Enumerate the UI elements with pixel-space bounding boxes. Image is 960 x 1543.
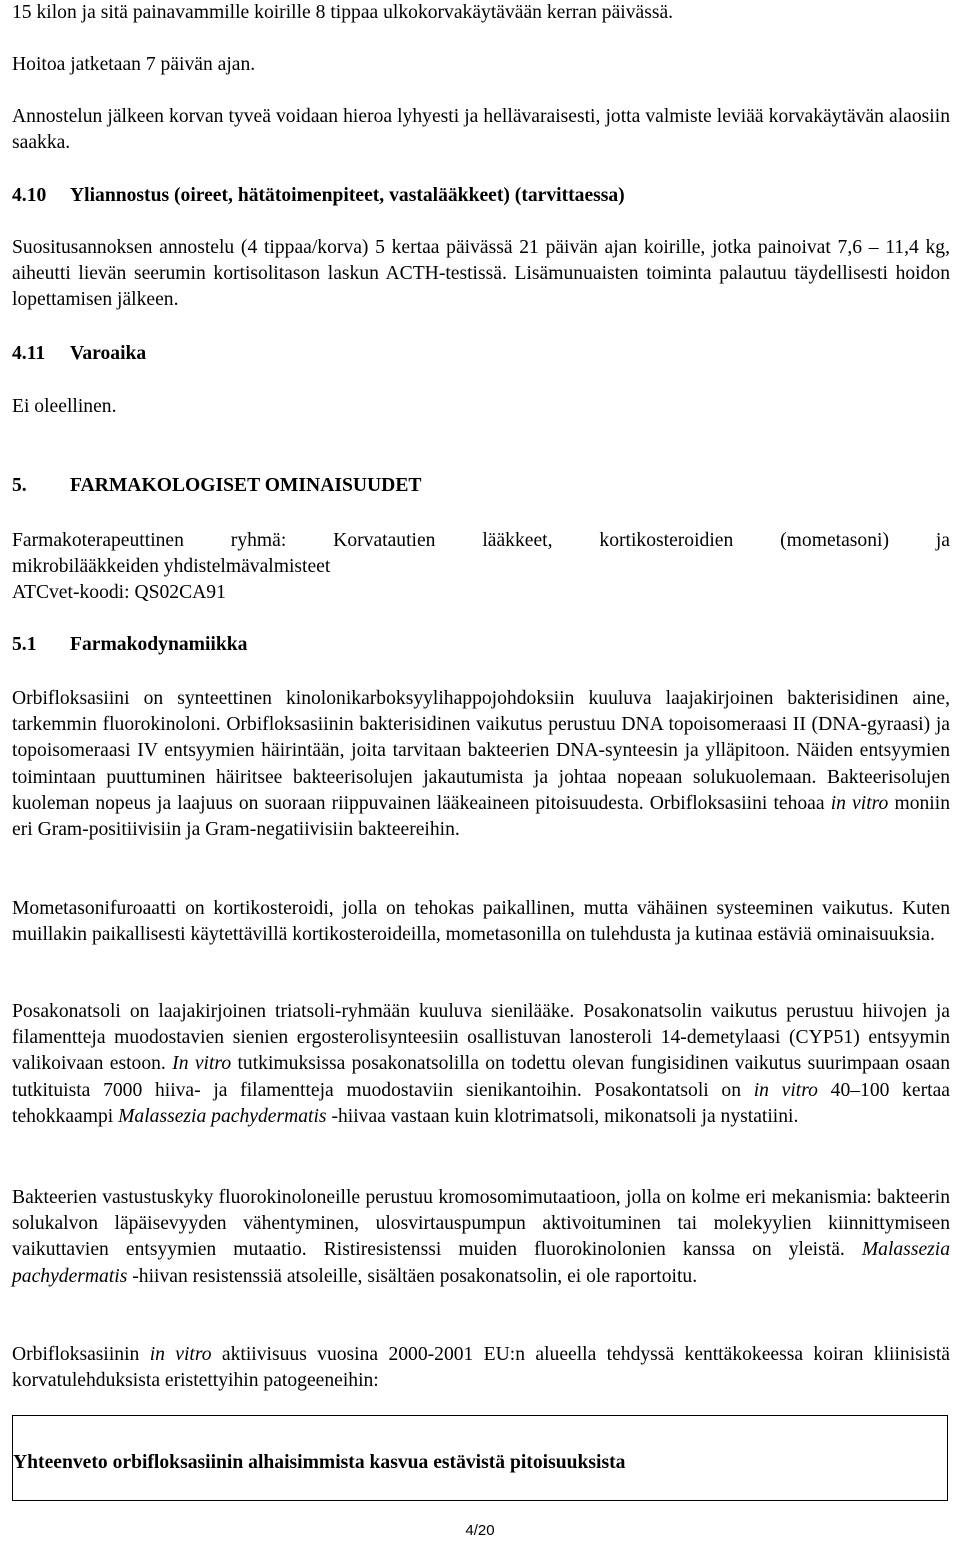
section-title: FARMAKOLOGISET OMINAISUUDET (70, 475, 422, 496)
pharmacotherapeutic-group-line: Farmakoterapeuttinen ryhmä: Korvatautien lääkkeet, kortikosteroidien (mometasoni) ja (12, 530, 950, 551)
section-title: Varoaika (70, 343, 147, 364)
section-5-1-heading (12, 632, 950, 658)
section-number: 5.1 (12, 634, 37, 655)
pharmacotherapeutic-group-line-2: mikrobilääkkeiden yhdistelmävalmisteet (12, 556, 331, 577)
atc-code: ATCvet-koodi: QS02CA91 (12, 582, 226, 603)
section-title: Yliannostus (oireet, hätätoimenpiteet, vastalääkkeet) (tarvittaessa) (70, 185, 625, 206)
overdose-text: Suositusannoksen annostelu (4 tippaa/korva) 5 kertaa päivässä 21 päivän ajan koirille, jotka painoivat 7,6 – 11,4 kg, aiheutti lievän seerumin kortisolitason laskun ACTH-testissä. Lisämunuaisten toiminta palautuu täydellisesti hoidon lopettamisen jälkeen. (12, 237, 950, 311)
page-number: 4/20 (465, 1522, 495, 1539)
dosage-text: 15 kilon ja sitä painavammille koirille 8 tippaa ulkokorvakäytävään kerran päivässä. (12, 2, 674, 23)
section-number: 4.11 (12, 343, 46, 364)
orbifloxacin-paragraph: Orbifloksasiini on synteettinen kinolonikarboksyylihappojohdoksiin kuuluva laajakirjoinen bakterisidinen aine, tarkemmin fluorokinoloni. Orbifloksasiinin bakterisidinen vaikutus perustuu DNA topoisomeraasi II (DNA-gyraasi) ja topoisomeraasi IV entsyymien häirintään, joita tarvitaan bakteerien DNA-synteesin ja ylläpitoon. Näiden entsyymien toimintaan puuttuminen häiritsee bakteerisolujen jakautumista ja johtaa nopeaan solukuolemaan. Bakteerisolujen kuoleman nopeus ja laajuus on suoraan riippuvainen lääkeaineen pitoisuudesta. Orbifloksasiini tehoaa in vitro moniin eri Gram-positiivisiin ja Gram-negatiivisiin bakteereihin. (12, 688, 950, 841)
mometasone-paragraph: Mometasonifuroaatti on kortikosteroidi, jolla on tehokas paikallinen, mutta vähäinen systeeminen vaikutus. Kuten muillakin paikallisesti käytettävillä kortikosteroideilla, mometasonilla on tulehdusta ja kutinaa estäviä ominaisuuksia. (12, 898, 950, 946)
resistance-paragraph: Bakteerien vastustuskyky fluorokinoloneille perustuu kromosomimutaatioon, jolla on kolme eri mekanismia: bakteerin solukalvon läpäisevyyden vähentyminen, ulosvirtauspumpun aktivoituminen tai molekyylien kiinnittymiseen vaikuttavien entsyymien mutaatio. Ristiresistenssi muiden fluorokinolonien kanssa on yleistä. Malassezia pachydermatis -hiivan resistenssiä atsoleille, sisältäen posakonatsolin, ei ole raportoitu. (12, 1187, 950, 1287)
summary-table (12, 1415, 948, 1501)
withdrawal-text: Ei oleellinen. (12, 396, 117, 417)
summary-table-title: Yhteenveto orbifloksasiinin alhaisimmista kasvua estävistä pitoisuuksista (13, 1452, 626, 1473)
section-5-heading (12, 473, 950, 499)
section-number: 4.10 (12, 185, 47, 206)
section-4-11-heading (12, 341, 950, 367)
treatment-duration-text: Hoitoa jatketaan 7 päivän ajan. (12, 54, 256, 75)
administration-text: Annostelun jälkeen korvan tyveä voidaan hieroa lyhyesti ja hellävaraisesti, jotta valmiste leviää korvakäytävän alaosiin saakka. (12, 106, 950, 154)
section-number: 5. (12, 475, 27, 496)
section-4-10-heading (12, 183, 950, 209)
posaconazole-paragraph: Posakonatsoli on laajakirjoinen triatsoli-ryhmään kuuluva sienilääke. Posakonatsolin vaikutus perustuu hiivojen ja filamentteja muodostavien sienien ergosterolisynteesiin osallistuvan lanosteroli 14-demetylaasi (CYP51) entsyymin valikoivaan estoon. In vitro tutkimuksissa posakonatsolilla on todettu olevan fungisidinen vaikutus suurimpaan osaan tutkituista 7000 hiiva- ja filamentteja muodostaviin sienikantoihin. Posakontatsoli on in vitro 40–100 kertaa tehokkaampi Malassezia pachydermatis -hiivaa vastaan kuin klotrimatsoli, mikonatsoli ja nystatiini. (12, 1001, 951, 1127)
in-vitro-activity-paragraph: Orbifloksasiinin in vitro aktiivisuus vuosina 2000-2001 EU:n alueella tehdyssä kenttäkokeessa koiran kliinisistä korvatulehduksista eristettyihin patogeeneihin: (12, 1344, 950, 1392)
section-title: Farmakodynamiikka (70, 634, 248, 655)
